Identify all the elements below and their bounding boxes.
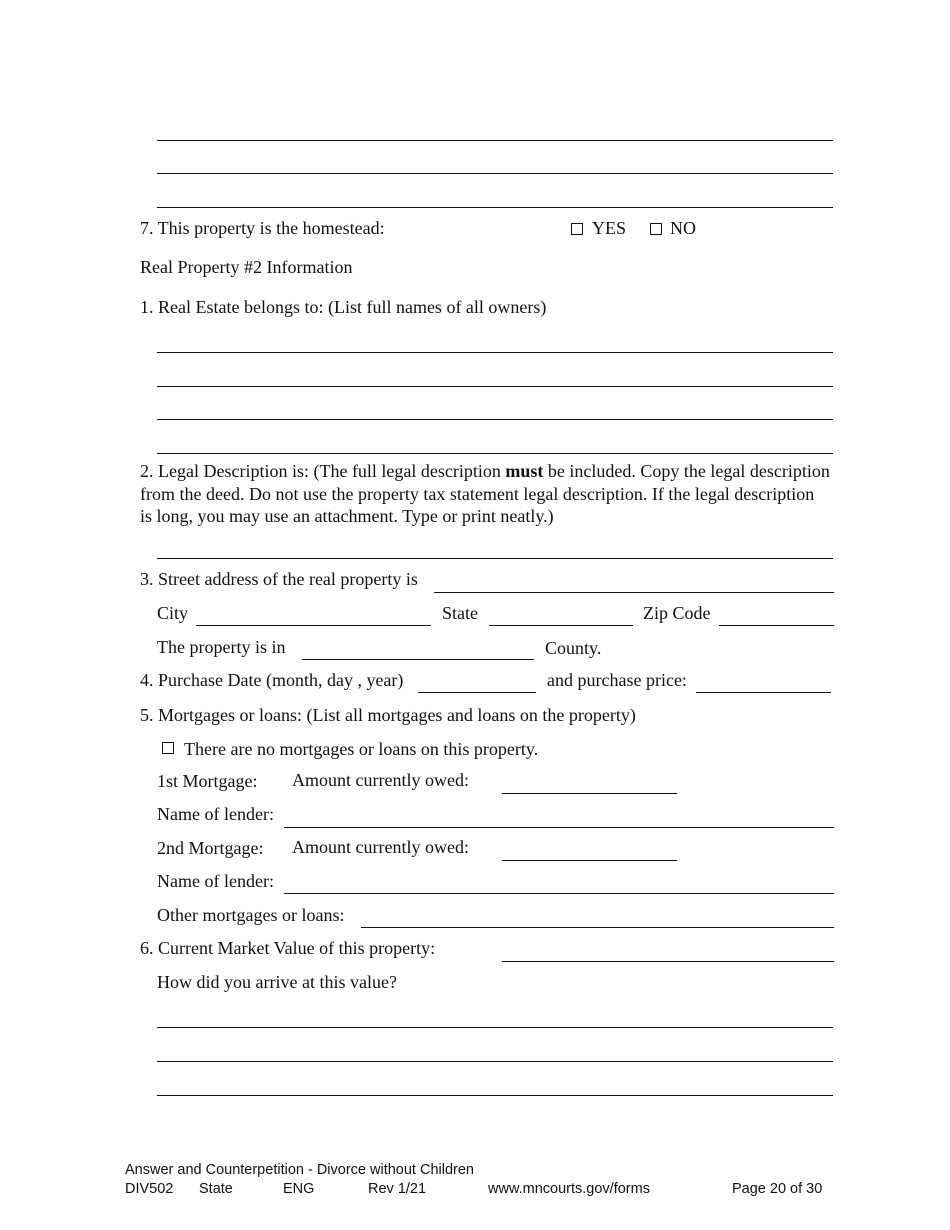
value-method-line[interactable]	[157, 1027, 833, 1028]
footer-url[interactable]: www.mncourts.gov/forms	[488, 1181, 650, 1197]
second-lender-label: Name of lender:	[157, 871, 274, 891]
owners-line[interactable]	[157, 386, 833, 387]
first-amount-owed-field[interactable]	[502, 793, 677, 794]
homestead-yes-label: YES	[592, 218, 627, 238]
purchase-date-field[interactable]	[418, 692, 536, 693]
blank-line[interactable]	[157, 207, 833, 208]
owners-line[interactable]	[157, 453, 833, 454]
no-mortgages-label: There are no mortgages or loans on this property.	[184, 739, 539, 759]
city-label: City	[157, 603, 189, 623]
value-method-line[interactable]	[157, 1095, 833, 1096]
street-address-field[interactable]	[434, 592, 834, 593]
zip-field[interactable]	[719, 625, 834, 626]
footer-title: Answer and Counterpetition - Divorce without Children	[125, 1162, 474, 1178]
other-mortgages-field[interactable]	[361, 927, 834, 928]
owners-question: 1. Real Estate belongs to: (List full names of all owners)	[140, 297, 547, 317]
zip-label: Zip Code	[643, 603, 711, 623]
market-value-field[interactable]	[502, 961, 834, 962]
second-amount-owed-field[interactable]	[502, 860, 677, 861]
footer-state: State	[199, 1181, 233, 1197]
blank-line[interactable]	[157, 140, 833, 141]
county-field[interactable]	[302, 659, 534, 660]
owners-line[interactable]	[157, 352, 833, 353]
purchase-date-label: 4. Purchase Date (month, day , year)	[140, 670, 404, 690]
value-method-line[interactable]	[157, 1061, 833, 1062]
purchase-price-label: and purchase price:	[547, 670, 687, 690]
first-lender-field[interactable]	[284, 827, 834, 828]
homestead-question: 7. This property is the homestead:	[140, 218, 385, 238]
legal-description-question: 2. Legal Description is: (The full legal description must be included. Copy the legal description from the deed. Do not use the property tax statement legal description. If the legal description is long, you may use an attachment. Type or print neatly.)	[140, 461, 830, 526]
purchase-price-field[interactable]	[696, 692, 831, 693]
second-mortgage-label: 2nd Mortgage:	[157, 838, 264, 858]
footer-page-number: Page 20 of 30	[732, 1181, 823, 1197]
footer-language: ENG	[283, 1181, 315, 1197]
homestead-no-label: NO	[670, 218, 696, 238]
footer-revision: Rev 1/21	[368, 1181, 427, 1197]
owners-line[interactable]	[157, 419, 833, 420]
county-suffix-label: County.	[545, 638, 602, 658]
county-prefix-label: The property is in	[157, 637, 286, 657]
first-amount-owed-label: Amount currently owed:	[292, 770, 469, 790]
value-method-label: How did you arrive at this value?	[157, 972, 397, 992]
city-field[interactable]	[196, 625, 431, 626]
street-address-label: 3. Street address of the real property is	[140, 569, 418, 589]
first-mortgage-label: 1st Mortgage:	[157, 771, 258, 791]
blank-line[interactable]	[157, 173, 833, 174]
second-amount-owed-label: Amount currently owed:	[292, 837, 469, 857]
market-value-label: 6. Current Market Value of this property:	[140, 938, 436, 958]
other-mortgages-label: Other mortgages or loans:	[157, 905, 345, 925]
state-field[interactable]	[489, 625, 633, 626]
state-label: State	[442, 603, 478, 623]
legal-description-line[interactable]	[157, 558, 833, 559]
no-mortgages-checkbox[interactable]	[162, 742, 174, 754]
second-lender-field[interactable]	[284, 893, 834, 894]
homestead-no-checkbox[interactable]	[650, 223, 662, 235]
footer-form-id: DIV502	[125, 1181, 174, 1197]
section-title: Real Property #2 Information	[140, 257, 353, 277]
first-lender-label: Name of lender:	[157, 804, 274, 824]
mortgages-question: 5. Mortgages or loans: (List all mortgages and loans on the property)	[140, 705, 636, 725]
homestead-yes-checkbox[interactable]	[571, 223, 583, 235]
